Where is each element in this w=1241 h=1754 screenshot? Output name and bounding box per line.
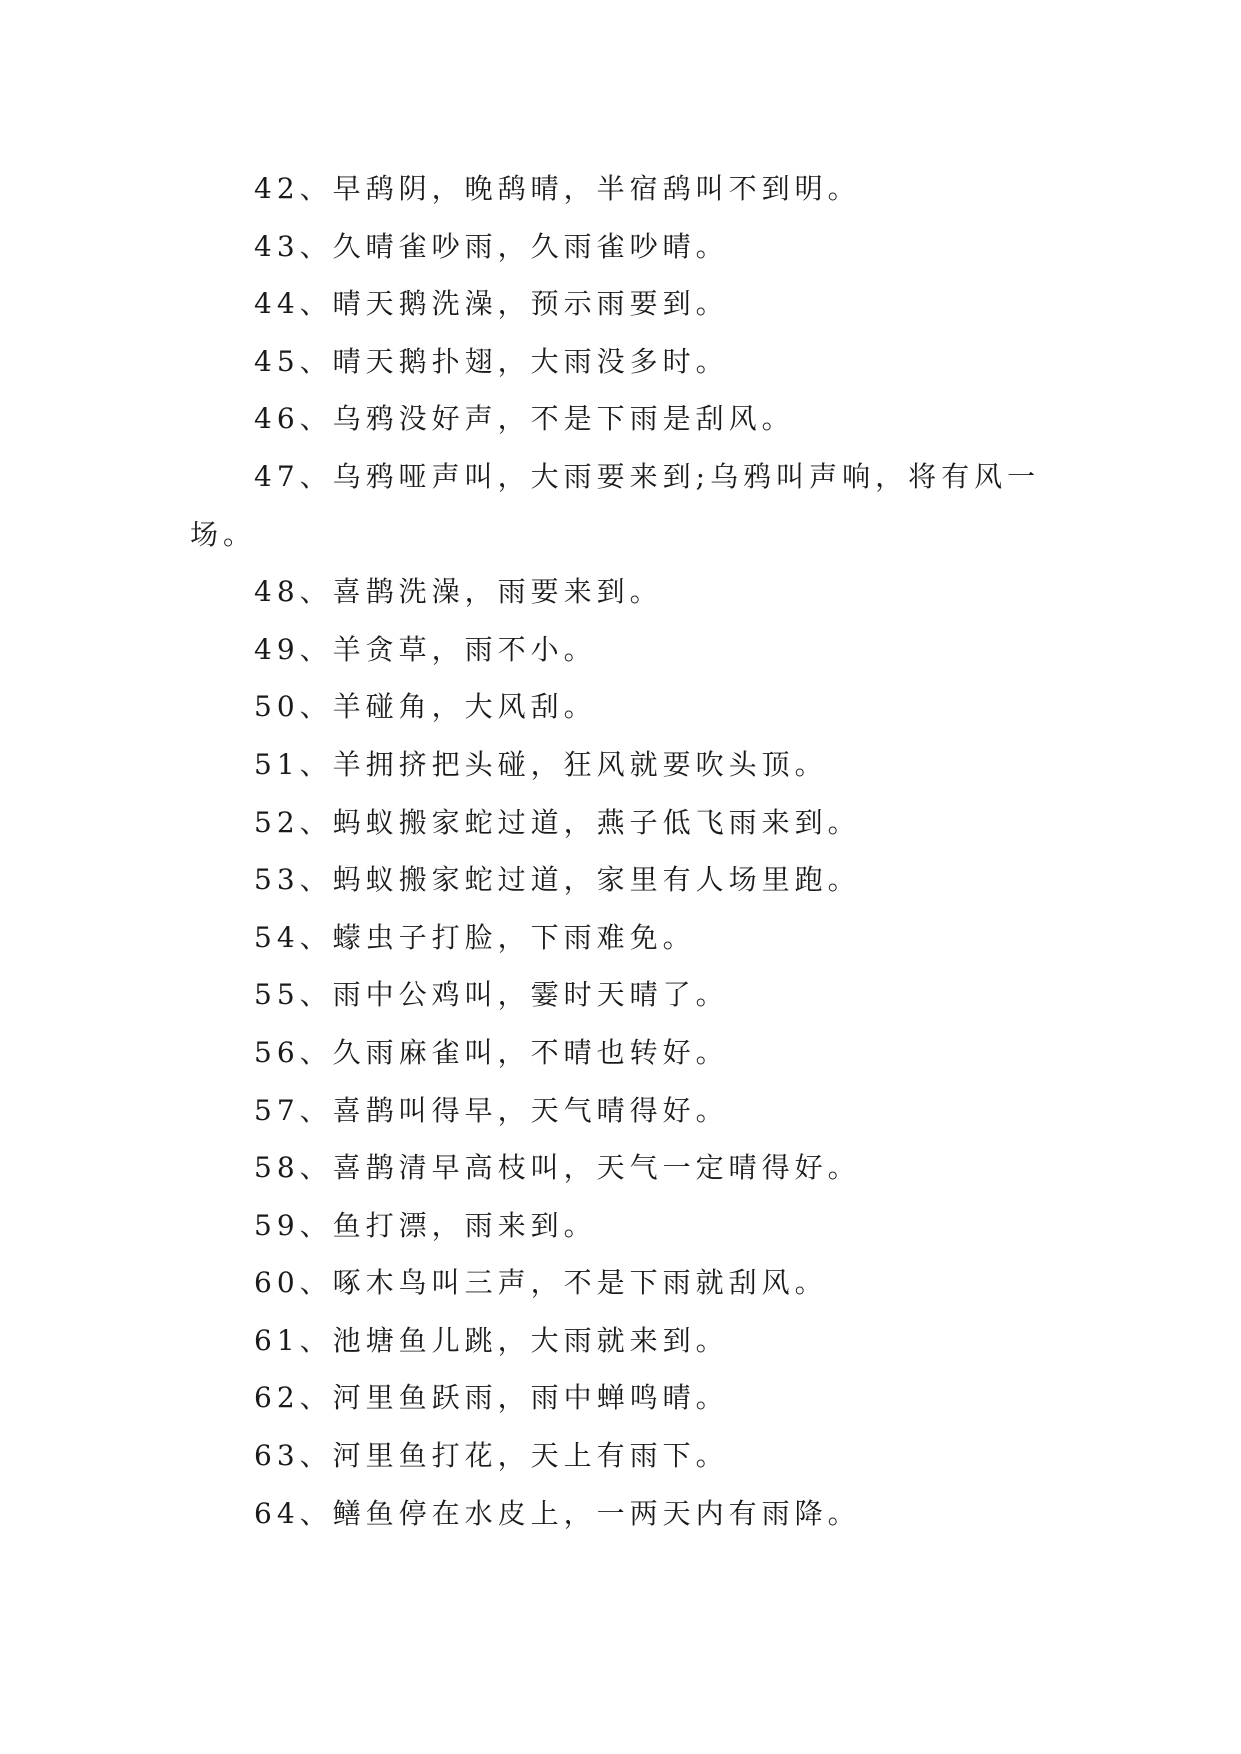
paragraph: 63、河里鱼打花，天上有雨下。 — [254, 1439, 729, 1473]
paragraph: 51、羊拥挤把头碰，狂风就要吹头顶。 — [254, 747, 828, 781]
paragraph: 42、早鸹阴，晚鸹晴，半宿鸹叫不到明。 — [254, 172, 861, 205]
paragraph: 48、喜鹊洗澡，雨要来到。 — [254, 575, 663, 609]
paragraph: 50、羊碰角，大风刮。 — [254, 690, 597, 724]
paragraph: 47、乌鸦哑声叫，大雨要来到;乌鸦叫声响，将有风一场。 — [190, 459, 1041, 551]
document-body — [190, 160, 1070, 1542]
paragraph: 49、羊贪草，雨不小。 — [254, 632, 597, 666]
paragraph: 59、鱼打漂，雨来到。 — [254, 1208, 597, 1242]
paragraph: 46、乌鸦没好声，不是下雨是刮风。 — [254, 402, 795, 436]
paragraph: 61、池塘鱼儿跳，大雨就来到。 — [254, 1323, 729, 1357]
paragraph: 64、鳝鱼停在水皮上，一两天内有雨降。 — [254, 1496, 861, 1530]
paragraph: 55、雨中公鸡叫，霎时天晴了。 — [254, 978, 729, 1012]
paragraph: 44、晴天鹅洗澡，预示雨要到。 — [254, 287, 729, 321]
paragraph: 43、久晴雀吵雨，久雨雀吵晴。 — [254, 229, 729, 263]
paragraph: 58、喜鹊清早高枝叫，天气一定晴得好。 — [254, 1151, 861, 1185]
paragraph: 56、久雨麻雀叫，不晴也转好。 — [254, 1035, 729, 1069]
paragraph: 45、晴天鹅扑翅，大雨没多时。 — [254, 344, 729, 378]
paragraph: 53、蚂蚁搬家蛇过道，家里有人场里跑。 — [254, 863, 861, 897]
paragraph: 62、河里鱼跃雨，雨中蝉鸣晴。 — [254, 1381, 729, 1415]
paragraph: 57、喜鹊叫得早，天气晴得好。 — [254, 1093, 729, 1127]
paragraph: 54、蠓虫子打脸，下雨难免。 — [254, 920, 696, 954]
paragraph: 52、蚂蚁搬家蛇过道，燕子低飞雨来到。 — [254, 805, 861, 839]
paragraph: 60、啄木鸟叫三声，不是下雨就刮风。 — [254, 1266, 828, 1300]
